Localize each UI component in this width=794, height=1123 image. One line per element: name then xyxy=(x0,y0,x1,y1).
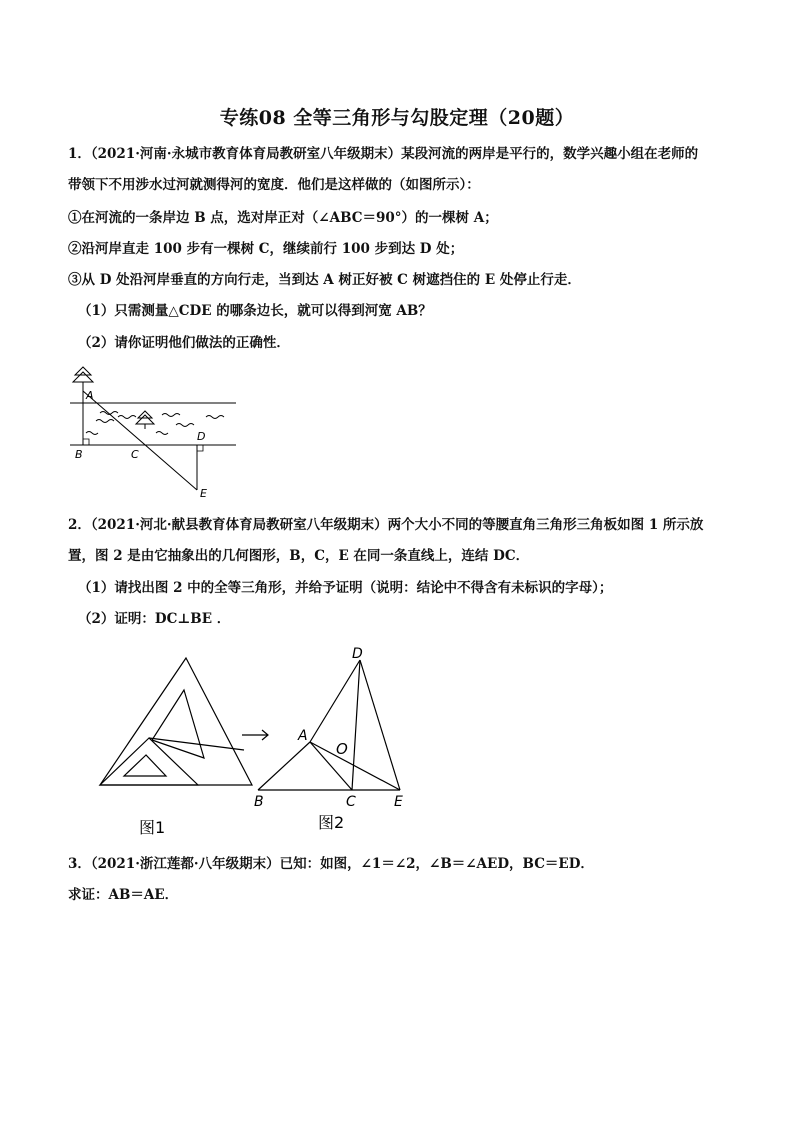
figure-2-caption: 图2 xyxy=(318,813,345,832)
page-title: 专练08 全等三角形与勾股定理（20题） xyxy=(219,107,575,129)
q2-heading: 2．（2021·河北·献县教育体育局教研室八年级期末）两个大小不同的等腰直角三角形三角板如图 1 所示放 xyxy=(68,517,704,533)
label-c: C xyxy=(131,448,139,461)
q1-part-2: （2）请你证明他们做法的正确性． xyxy=(78,335,290,351)
label-a: A xyxy=(86,389,94,402)
q2-part-2: （2）证明：DC⊥BE ． xyxy=(78,611,231,627)
label-o2: O xyxy=(336,740,348,758)
label-b2: B xyxy=(254,794,264,810)
q1-river-figure xyxy=(66,363,242,501)
label-c2: C xyxy=(346,794,356,810)
tree-c-icon xyxy=(136,411,154,429)
label-d: D xyxy=(197,430,206,443)
q2-figure-2 xyxy=(250,640,420,838)
q3-text-line2: 求证：AB＝AE． xyxy=(68,887,179,903)
q1-step-3: ③从 D 处沿河岸垂直的方向行走，当到达 A 树正好被 C 树遮挡住的 E 处停止行走． xyxy=(68,272,581,288)
label-e2: E xyxy=(394,794,403,810)
q3-heading: 3．（2021·浙江莲都·八年级期末）已知：如图，∠1＝∠2，∠B＝∠AED，BC＝ED． xyxy=(68,856,594,872)
label-b: B xyxy=(75,448,83,461)
q2-part-1: （1）请找出图 2 中的全等三角形，并给予证明（说明：结论中不得含有未标识的字母）； xyxy=(78,580,613,596)
q1-heading: 1．（2021·河南·永城市教育体育局教研室八年级期末）某段河流的两岸是平行的，数学兴趣小组在老师的 xyxy=(68,146,699,162)
q1-text-line2: 带领下不用涉水过河就测得河的宽度．他们是这样做的（如图所示）： xyxy=(68,177,480,193)
q1-step-1: ①在河流的一条岸边 B 点，选对岸正对（∠ABC＝90°）的一棵树 A； xyxy=(68,210,498,226)
label-d2: D xyxy=(352,646,363,662)
q1-part-1: （1）只需测量△CDE 的哪条边长，就可以得到河宽 AB？ xyxy=(78,303,432,319)
figure-1-caption: 图1 xyxy=(139,818,166,837)
q1-step-2: ②沿河岸直走 100 步有一棵树 C，继续前行 100 步到达 D 处； xyxy=(68,241,464,257)
label-e: E xyxy=(200,487,207,500)
q2-figure-1 xyxy=(94,650,264,840)
tree-a-icon xyxy=(73,367,93,387)
label-a2: A xyxy=(298,728,308,744)
q2-text-line2: 置，图 2 是由它抽象出的几何图形，B，C，E 在同一条直线上，连结 DC． xyxy=(68,548,530,564)
